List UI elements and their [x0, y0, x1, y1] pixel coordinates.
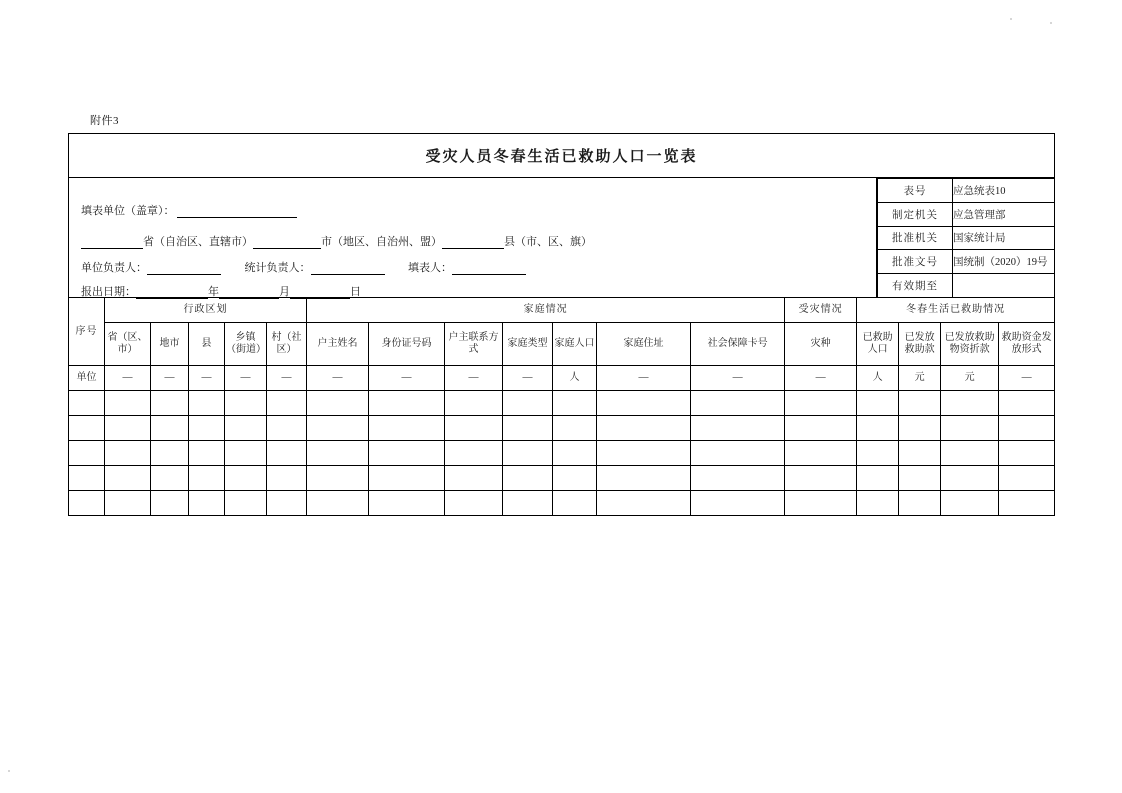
table-cell[interactable] — [597, 490, 691, 515]
header-group-family: 家庭情况 — [307, 297, 785, 322]
table-cell[interactable] — [151, 390, 189, 415]
scan-artifact-dot — [1050, 22, 1052, 24]
table-cell[interactable] — [307, 440, 369, 465]
table-cell[interactable] — [189, 390, 225, 415]
meta-value-3: 国统制（2020）19号 — [953, 250, 1055, 274]
header-col-city: 地市 — [151, 322, 189, 365]
header-group-disaster: 受灾情况 — [785, 297, 857, 322]
unit-cell: 元 — [941, 365, 999, 390]
table-cell[interactable] — [503, 440, 553, 465]
header-seq: 序号 — [69, 297, 105, 365]
header-col-contact: 户主联系方式 — [445, 322, 503, 365]
report-year-input[interactable] — [136, 286, 208, 299]
table-cell[interactable] — [307, 490, 369, 515]
header-col-relieved-population: 已救助人口 — [857, 322, 899, 365]
header-col-disaster-type: 灾种 — [785, 322, 857, 365]
unit-cell: — — [189, 365, 225, 390]
meta-row — [878, 274, 1055, 297]
table-header-sub-row — [69, 322, 1055, 365]
table-cell[interactable] — [899, 465, 941, 490]
table-row[interactable] — [69, 490, 1055, 515]
meta-table — [877, 178, 1054, 297]
filler-label: 填表人： — [408, 262, 452, 275]
unit-row-label: 单位 — [69, 365, 105, 390]
table-cell[interactable] — [597, 440, 691, 465]
table-cell[interactable] — [857, 465, 899, 490]
form-document — [68, 133, 1054, 516]
table-cell[interactable] — [369, 415, 445, 440]
header-col-family-size: 家庭人口 — [553, 322, 597, 365]
province-label: 省（自治区、直辖市） — [143, 236, 253, 249]
stat-leader-input[interactable] — [311, 262, 385, 275]
table-cell[interactable] — [105, 390, 151, 415]
report-month-input[interactable] — [219, 286, 279, 299]
table-cell[interactable] — [785, 390, 857, 415]
unit-cell: — — [691, 365, 785, 390]
table-cell[interactable] — [151, 440, 189, 465]
filler-input[interactable] — [452, 262, 526, 275]
scan-artifact-dot — [1010, 18, 1012, 20]
fill-unit-label: 填表单位（盖章）： — [81, 205, 175, 218]
county-label: 县（市、区、旗） — [504, 236, 592, 249]
meta-value-4 — [953, 274, 1055, 297]
header-group-admin: 行政区划 — [105, 297, 307, 322]
table-cell[interactable] — [857, 390, 899, 415]
unit-cell: 人 — [553, 365, 597, 390]
month-label: 月 — [279, 286, 290, 299]
unit-cell: — — [105, 365, 151, 390]
table-cell[interactable] — [267, 440, 307, 465]
unit-cell: — — [445, 365, 503, 390]
report-day-input[interactable] — [290, 286, 350, 299]
table-cell[interactable] — [999, 465, 1055, 490]
header-col-county: 县 — [189, 322, 225, 365]
table-cell[interactable] — [785, 490, 857, 515]
table-cell[interactable] — [105, 440, 151, 465]
meta-value-0: 应急统表10 — [953, 179, 1055, 203]
header-col-village: 村（社区） — [267, 322, 307, 365]
table-cell[interactable] — [857, 490, 899, 515]
unit-cell: — — [999, 365, 1055, 390]
table-cell[interactable] — [941, 440, 999, 465]
form-title: 受灾人员冬春生活已救助人口一览表 — [69, 134, 1055, 178]
table-cell[interactable] — [503, 415, 553, 440]
table-cell[interactable] — [189, 440, 225, 465]
unit-cell: — — [267, 365, 307, 390]
table-cell[interactable] — [369, 390, 445, 415]
province-input[interactable] — [81, 236, 143, 249]
unit-cell: — — [503, 365, 553, 390]
table-cell[interactable] — [857, 415, 899, 440]
header-col-id-number: 身份证号码 — [369, 322, 445, 365]
unit-leader-label: 单位负责人： — [81, 262, 147, 275]
table-cell[interactable] — [369, 465, 445, 490]
meta-label-3: 批准文号 — [878, 250, 953, 274]
meta-row — [878, 179, 1055, 203]
table-row[interactable] — [69, 440, 1055, 465]
table-cell[interactable] — [267, 415, 307, 440]
table-cell[interactable] — [151, 465, 189, 490]
header-col-family-type: 家庭类型 — [503, 322, 553, 365]
meta-value-1: 应急管理部 — [953, 202, 1055, 226]
table-cell[interactable] — [267, 490, 307, 515]
table-cell[interactable] — [69, 490, 105, 515]
table-cell[interactable] — [691, 465, 785, 490]
table-cell[interactable] — [691, 390, 785, 415]
form-fields-block — [69, 178, 877, 298]
table-cell[interactable] — [225, 465, 267, 490]
meta-label-0: 表号 — [878, 179, 953, 203]
meta-value-2: 国家统计局 — [953, 226, 1055, 250]
unit-cell: — — [151, 365, 189, 390]
table-cell[interactable] — [857, 440, 899, 465]
meta-row — [878, 226, 1055, 250]
header-col-relief-goods-value: 已发放救助物资折款 — [941, 322, 999, 365]
meta-row — [878, 250, 1055, 274]
year-label: 年 — [208, 286, 219, 299]
table-cell[interactable] — [691, 415, 785, 440]
table-cell[interactable] — [899, 440, 941, 465]
table-row[interactable] — [69, 390, 1055, 415]
table-cell[interactable] — [307, 465, 369, 490]
form-meta-block — [877, 178, 1055, 298]
table-cell[interactable] — [785, 465, 857, 490]
table-cell[interactable] — [69, 465, 105, 490]
attachment-label: 附件3 — [90, 115, 119, 127]
table-cell[interactable] — [597, 390, 691, 415]
table-row[interactable] — [69, 415, 1055, 440]
table-cell[interactable] — [105, 490, 151, 515]
table-cell[interactable] — [189, 465, 225, 490]
table-cell[interactable] — [553, 440, 597, 465]
table-cell[interactable] — [941, 465, 999, 490]
table-cell[interactable] — [225, 390, 267, 415]
header-col-social-card: 社会保障卡号 — [691, 322, 785, 365]
unit-cell: — — [369, 365, 445, 390]
table-cell[interactable] — [785, 415, 857, 440]
table-cell[interactable] — [597, 415, 691, 440]
header-col-householder-name: 户主姓名 — [307, 322, 369, 365]
header-col-township: 乡镇（街道） — [225, 322, 267, 365]
unit-cell: — — [597, 365, 691, 390]
table-cell[interactable] — [151, 415, 189, 440]
table-cell[interactable] — [105, 415, 151, 440]
unit-cell: 人 — [857, 365, 899, 390]
unit-cell: — — [307, 365, 369, 390]
fill-unit-input[interactable] — [177, 205, 297, 218]
table-cell[interactable] — [899, 490, 941, 515]
scan-artifact-dot — [8, 770, 10, 772]
header-col-address: 家庭住址 — [597, 322, 691, 365]
table-cell[interactable] — [369, 440, 445, 465]
table-cell[interactable] — [69, 415, 105, 440]
table-cell[interactable] — [553, 490, 597, 515]
city-label: 市（地区、自治州、盟） — [321, 236, 442, 249]
table-cell[interactable] — [445, 490, 503, 515]
table-cell[interactable] — [899, 390, 941, 415]
table-cell[interactable] — [503, 465, 553, 490]
table-cell[interactable] — [553, 390, 597, 415]
table-cell[interactable] — [445, 440, 503, 465]
table-cell[interactable] — [999, 440, 1055, 465]
table-cell[interactable] — [69, 390, 105, 415]
table-cell[interactable] — [503, 490, 553, 515]
table-cell[interactable] — [941, 490, 999, 515]
table-cell[interactable] — [151, 490, 189, 515]
table-body — [69, 390, 1055, 515]
table-cell[interactable] — [999, 490, 1055, 515]
header-col-relief-funds: 已发放救助款 — [899, 322, 941, 365]
meta-label-4: 有效期至 — [878, 274, 953, 297]
table-cell[interactable] — [105, 465, 151, 490]
header-col-payment-method: 救助资金发放形式 — [999, 322, 1055, 365]
table-cell[interactable] — [999, 415, 1055, 440]
table-cell[interactable] — [941, 390, 999, 415]
table-cell[interactable] — [189, 415, 225, 440]
header-col-province: 省（区、市） — [105, 322, 151, 365]
table-unit-row — [69, 365, 1055, 390]
table-cell[interactable] — [597, 465, 691, 490]
table-cell[interactable] — [225, 440, 267, 465]
table-row[interactable] — [69, 465, 1055, 490]
table-cell[interactable] — [445, 415, 503, 440]
table-cell[interactable] — [941, 415, 999, 440]
table-cell[interactable] — [267, 390, 307, 415]
city-input[interactable] — [253, 236, 321, 249]
table-cell[interactable] — [225, 490, 267, 515]
table-cell[interactable] — [69, 440, 105, 465]
header-group-relief: 冬春生活已救助情况 — [857, 297, 1055, 322]
report-date-label: 报出日期： — [81, 286, 136, 299]
table-cell[interactable] — [445, 465, 503, 490]
county-input[interactable] — [442, 236, 504, 249]
table-cell[interactable] — [369, 490, 445, 515]
table-cell[interactable] — [899, 415, 941, 440]
table-cell[interactable] — [307, 390, 369, 415]
table-cell[interactable] — [445, 390, 503, 415]
table-cell[interactable] — [189, 490, 225, 515]
table-cell[interactable] — [553, 465, 597, 490]
day-label: 日 — [350, 286, 361, 299]
unit-cell: — — [785, 365, 857, 390]
table-cell[interactable] — [999, 390, 1055, 415]
table-cell[interactable] — [553, 415, 597, 440]
form-header-table — [68, 133, 1055, 298]
table-cell[interactable] — [307, 415, 369, 440]
meta-label-1: 制定机关 — [878, 202, 953, 226]
table-header-group-row — [69, 297, 1055, 322]
unit-cell: — — [225, 365, 267, 390]
table-cell[interactable] — [691, 440, 785, 465]
meta-row — [878, 202, 1055, 226]
stat-leader-label: 统计负责人： — [244, 262, 311, 275]
table-cell[interactable] — [691, 490, 785, 515]
table-cell[interactable] — [503, 390, 553, 415]
meta-label-2: 批准机关 — [878, 226, 953, 250]
table-cell[interactable] — [785, 440, 857, 465]
table-cell[interactable] — [267, 465, 307, 490]
table-cell[interactable] — [225, 415, 267, 440]
unit-leader-input[interactable] — [147, 262, 221, 275]
unit-cell: 元 — [899, 365, 941, 390]
data-table — [68, 297, 1055, 516]
